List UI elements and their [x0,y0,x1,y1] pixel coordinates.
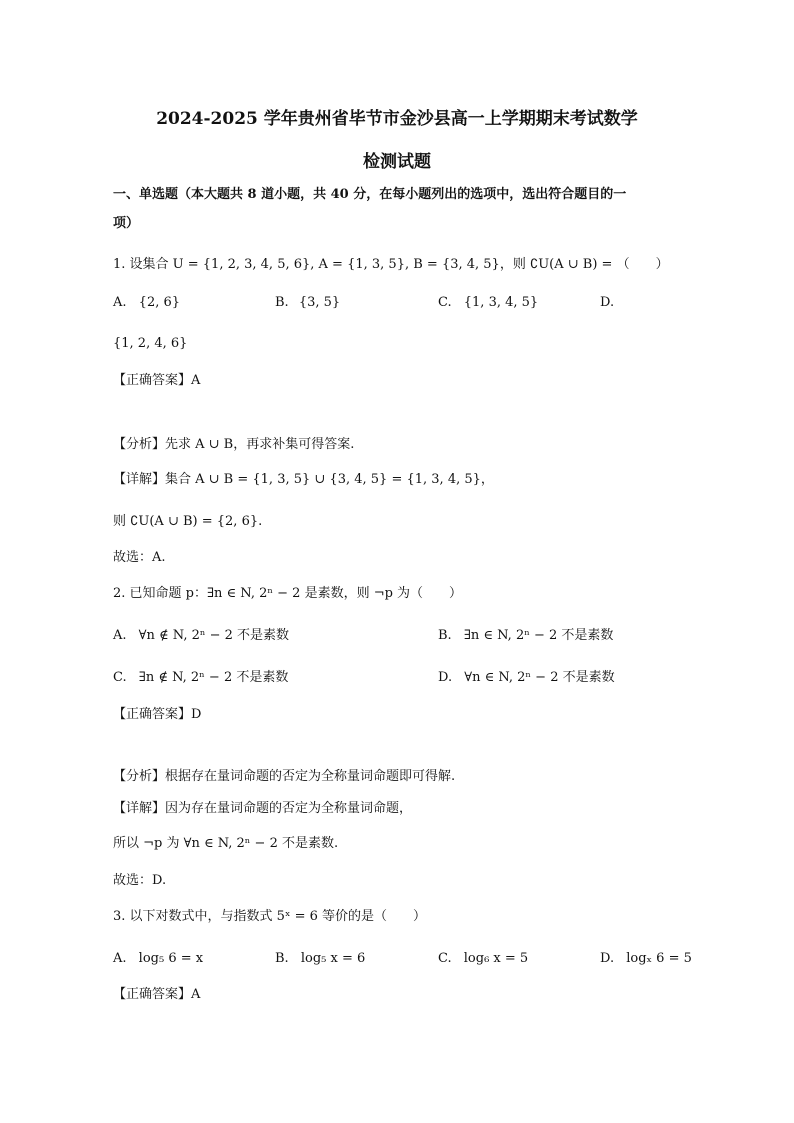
q3-answer: 【正确答案】A [113,987,201,1002]
q1-option-d-text: {1, 2, 4, 6} [113,336,188,351]
q2-option-b [438,627,613,645]
option-label: A. [113,951,127,966]
option-label: A. [113,628,127,643]
q2-analysis: 【分析】根据存在量词命题的否定为全称量词命题即可得解. [113,769,456,784]
page-subtitle: 检测试题 [363,152,431,172]
q1-analysis: 【分析】先求 A ∪ B，再求补集可得答案. [113,437,355,452]
option-text: {1, 3, 4, 5} [463,295,539,310]
q3-option-c [438,950,528,968]
section-heading: 一、单选题（本大题共 8 道小题，共 40 分，在每小题列出的选项中，选出符合题目的一 [113,187,627,202]
option-label: D. [600,951,615,966]
q1-choose: 故选：A. [113,550,166,565]
option-text: log₅ x = 6 [300,951,366,966]
q2-so: 所以 ¬p 为 ∀n ∈ N, 2ⁿ − 2 不是素数. [113,836,339,851]
q3-option-b [275,950,365,968]
q2-option-c [113,669,288,687]
q2-choose: 故选：D. [113,873,167,888]
option-text: ∀n ∈ N, 2ⁿ − 2 不是素数 [464,670,615,685]
q3-option-d [600,950,692,968]
q1-answer: 【正确答案】A [113,373,201,388]
option-text: logₓ 6 = 5 [626,951,692,966]
q1-option-b [275,294,340,312]
option-label: C. [438,295,452,310]
q2-option-d [438,669,615,687]
q1-detail: 【详解】集合 A ∪ B = {1, 3, 5} ∪ {3, 4, 5} = {1, 3, 4, 5}， [113,472,494,487]
option-label: D. [438,670,453,685]
section-heading-cont: 项） [113,216,140,231]
option-label: B. [275,295,289,310]
option-text: ∃n ∉ N, 2ⁿ − 2 不是素数 [138,670,289,685]
q3-option-a [113,950,203,968]
option-label: C. [113,670,127,685]
option-label: A. [113,295,127,310]
option-text: {2, 6} [138,295,181,310]
option-label: B. [275,951,289,966]
option-label: B. [438,628,452,643]
q2-option-a [113,627,289,645]
q1-then: 则 ∁U(A ∪ B) = {2, 6}. [113,514,263,529]
q1-option-d-label: D. [600,295,615,310]
q1-stem: 1. 设集合 U = {1, 2, 3, 4, 5, 6}, A = {1, 3, 5}, B = {3, 4, 5}，则 ∁U(A ∪ B) = （ ） [113,257,669,272]
option-label: C. [438,951,452,966]
option-text: log₅ 6 = x [138,951,204,966]
option-text: log₆ x = 5 [463,951,529,966]
q2-answer: 【正确答案】D [113,707,202,722]
q2-detail: 【详解】因为存在量词命题的否定为全称量词命题， [113,801,413,816]
q1-option-a [113,294,180,312]
q3-stem: 3. 以下对数式中，与指数式 5ˣ = 6 等价的是（ ） [113,909,427,924]
q1-option-c [438,294,538,312]
option-text: ∀n ∉ N, 2ⁿ − 2 不是素数 [138,628,290,643]
q2-stem: 2. 已知命题 p：∃n ∈ N, 2ⁿ − 2 是素数，则 ¬p 为（ ） [113,586,463,601]
page-title: 2024-2025 学年贵州省毕节市金沙县高一上学期期末考试数学 [156,109,638,129]
option-text: {3, 5} [298,295,341,310]
option-text: ∃n ∈ N, 2ⁿ − 2 不是素数 [463,628,614,643]
